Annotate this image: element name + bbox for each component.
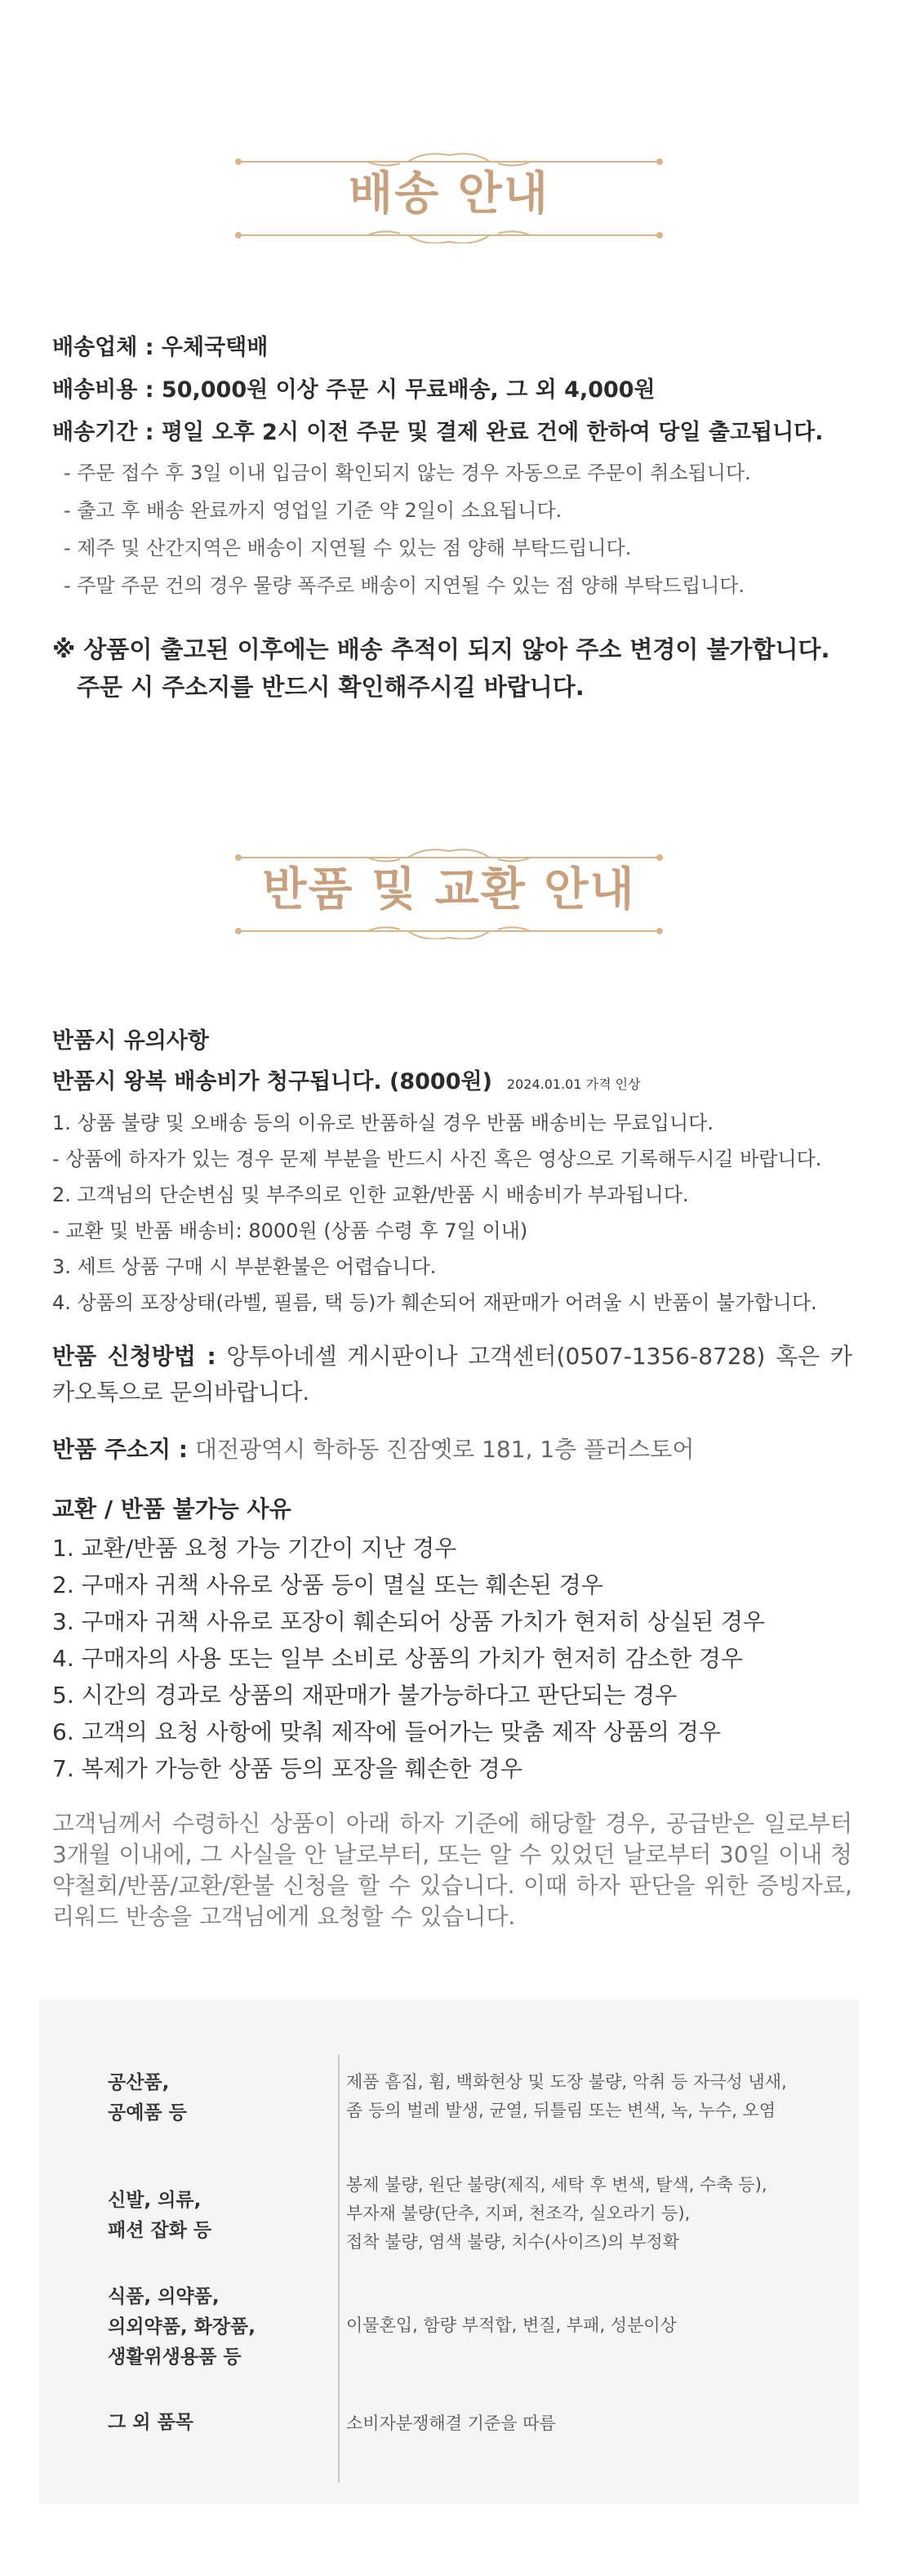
returns-fee-heading bbox=[52, 1062, 852, 1105]
returns-item: 2. 고객님의 단순변심 및 부주의로 인한 교환/반품 시 배송비가 부과됩니다. bbox=[52, 1183, 689, 1206]
returns-item: 3. 세트 상품 구매 시 부분환불은 어렵습니다. bbox=[52, 1255, 437, 1278]
returns-header bbox=[0, 841, 898, 939]
shipping-header bbox=[0, 145, 898, 243]
shipping-cost: 배송비용 : 50,000원 이상 주문 시 무료배송, 그 외 4,000원 bbox=[52, 377, 656, 403]
description-line: 소비자분쟁해결 기준을 따름 bbox=[346, 2413, 556, 2433]
table-category bbox=[108, 2408, 320, 2438]
returns-fee-note: 2024.01.01 가격 인상 bbox=[506, 1076, 641, 1092]
refuse-item: 3. 구매자 귀책 사유로 포장이 훼손되어 상품 가치가 현저히 상실된 경우 bbox=[52, 1608, 766, 1635]
refuse-item: 5. 시간의 경과로 상품의 재판매가 불가능하다고 판단되는 경우 bbox=[52, 1682, 678, 1709]
category-line: 공예품 등 bbox=[108, 2102, 187, 2124]
category-line: 생활위생용품 등 bbox=[108, 2346, 242, 2368]
table-category bbox=[108, 2186, 320, 2246]
returns-method bbox=[52, 1339, 852, 1411]
returns-method-label: 반품 신청방법 : bbox=[52, 1343, 216, 1370]
category-line: 그 외 품목 bbox=[108, 2412, 193, 2433]
shipping-note: - 주문 접수 후 3일 이내 입금이 확인되지 않는 경우 자동으로 주문이 취소됩니다. bbox=[64, 461, 751, 484]
description-line: 부자재 불량(단추, 지퍼, 천조각, 실오라기 등), bbox=[346, 2204, 691, 2223]
category-line: 패션 잡화 등 bbox=[108, 2220, 212, 2241]
shipping-note: - 주말 주문 건의 경우 물량 폭주로 배송이 지연될 수 있는 점 양해 부탁드립니다. bbox=[64, 574, 745, 597]
shipping-note: - 제주 및 산간지역은 배송이 지연될 수 있는 점 양해 부탁드립니다. bbox=[64, 537, 632, 559]
table-divider bbox=[338, 2055, 340, 2483]
shipping-info bbox=[52, 327, 852, 706]
description-line: 접착 불량, 염색 불량, 치수(사이즈)의 부정확 bbox=[346, 2232, 679, 2252]
shipping-note: - 출고 후 배송 완료까지 영업일 기준 약 2일이 소요됩니다. bbox=[64, 499, 562, 522]
returns-method-text: 앙투아네셀 게시판이나 고객센터(0507-1356-8728) 혹은 카카오톡으로 문의바랍니다. bbox=[52, 1343, 853, 1406]
table-category bbox=[108, 2068, 320, 2128]
description-line: 좀 등의 벌레 발생, 균열, 뒤틀림 또는 변색, 녹, 누수, 오염 bbox=[346, 2101, 776, 2120]
returns-item: - 상품에 하자가 있는 경우 문제 부분을 반드시 사진 혹은 영상으로 기록해두시길 바랍니다. bbox=[52, 1148, 822, 1170]
table-description bbox=[346, 2409, 836, 2438]
shipping-period: 배송기간 : 평일 오후 2시 이전 주문 및 결제 완료 건에 한하여 당일 출고됩니다. bbox=[52, 420, 824, 445]
returns-fee-text: 반품시 왕복 배송비가 청구됩니다. (8000원) bbox=[52, 1069, 492, 1094]
refuse-item: 2. 구매자 귀책 사유로 상품 등이 멸실 또는 훼손된 경우 bbox=[52, 1571, 603, 1598]
returns-address-text: 대전광역시 학하동 진잠옛로 181, 1층 플러스토어 bbox=[194, 1436, 695, 1463]
shipping-company: 배송업체 : 우체국택배 bbox=[52, 335, 269, 360]
returns-notice-heading: 반품시 유의사항 bbox=[52, 1028, 209, 1054]
returns-title: 반품 및 교환 안내 bbox=[262, 863, 636, 916]
returns-item: 1. 상품 불량 및 오배송 등의 이유로 반품하실 경우 반품 배송비는 무료입니다. bbox=[52, 1112, 714, 1134]
shipping-warning: ※ 상품이 출고된 이후에는 배송 추적이 되지 않아 주소 변경이 불가합니다. bbox=[52, 635, 830, 663]
returns-address-label: 반품 주소지 : bbox=[52, 1436, 188, 1463]
category-line: 신발, 의류, bbox=[108, 2190, 202, 2211]
description-line: 이물혼입, 함량 부적합, 변질, 부패, 성분이상 bbox=[346, 2315, 677, 2335]
table-description bbox=[346, 2311, 836, 2340]
shipping-title: 배송 안내 bbox=[349, 167, 549, 221]
description-line: 봉제 불량, 원단 불량(제직, 세탁 후 변색, 탈색, 수축 등), bbox=[346, 2175, 767, 2195]
table-description bbox=[346, 2171, 836, 2257]
category-line: 식품, 의약품, bbox=[108, 2286, 220, 2307]
returns-item: 4. 상품의 포장상태(라벨, 필름, 택 등)가 훼손되어 재판매가 어려울 시 반품이 불가합니다. bbox=[52, 1291, 817, 1314]
refuse-item: 7. 복제가 가능한 상품 등의 포장을 훼손한 경우 bbox=[52, 1755, 522, 1782]
category-line: 공산품, bbox=[108, 2072, 170, 2093]
table-description bbox=[346, 2068, 836, 2125]
table-category bbox=[108, 2282, 320, 2373]
shipping-warning: 주문 시 주소지를 반드시 확인해주시길 바랍니다. bbox=[77, 673, 585, 701]
returns-item: - 교환 및 반품 배송비: 8000원 (상품 수령 후 7일 이내) bbox=[52, 1219, 528, 1242]
refuse-item: 4. 구매자의 사용 또는 일부 소비로 상품의 가치가 현저히 감소한 경우 bbox=[52, 1645, 744, 1672]
returns-address bbox=[52, 1432, 852, 1468]
defect-paragraph: 고객님께서 수령하신 상품이 아래 하자 기준에 해당할 경우, 공급받은 일로부터 3개월 이내에, 그 사실을 안 날로부터, 또는 알 수 있었던 날로부터 30일 이내 청약철회/반품/교환/환불 신청을 할 수 있습니다. 이때 하자 판단을 위한 증빙자료, 리워드 반송을 고객님에게 요청할 수 있습니다. bbox=[52, 1810, 852, 1930]
category-line: 의외약품, 화장품, bbox=[108, 2316, 256, 2338]
defect-table bbox=[39, 1999, 859, 2504]
refuse-heading: 교환 / 반품 불가능 사유 bbox=[52, 1495, 291, 1522]
refuse-item: 6. 고객의 요청 사항에 맞춰 제작에 들어가는 맞춤 제작 상품의 경우 bbox=[52, 1718, 721, 1745]
refuse-item: 1. 교환/반품 요청 가능 기간이 지난 경우 bbox=[52, 1535, 457, 1562]
returns-info bbox=[52, 1021, 852, 1932]
description-line: 제품 흠집, 휨, 백화현상 및 도장 불량, 악취 등 자극성 냄새, bbox=[346, 2072, 787, 2092]
